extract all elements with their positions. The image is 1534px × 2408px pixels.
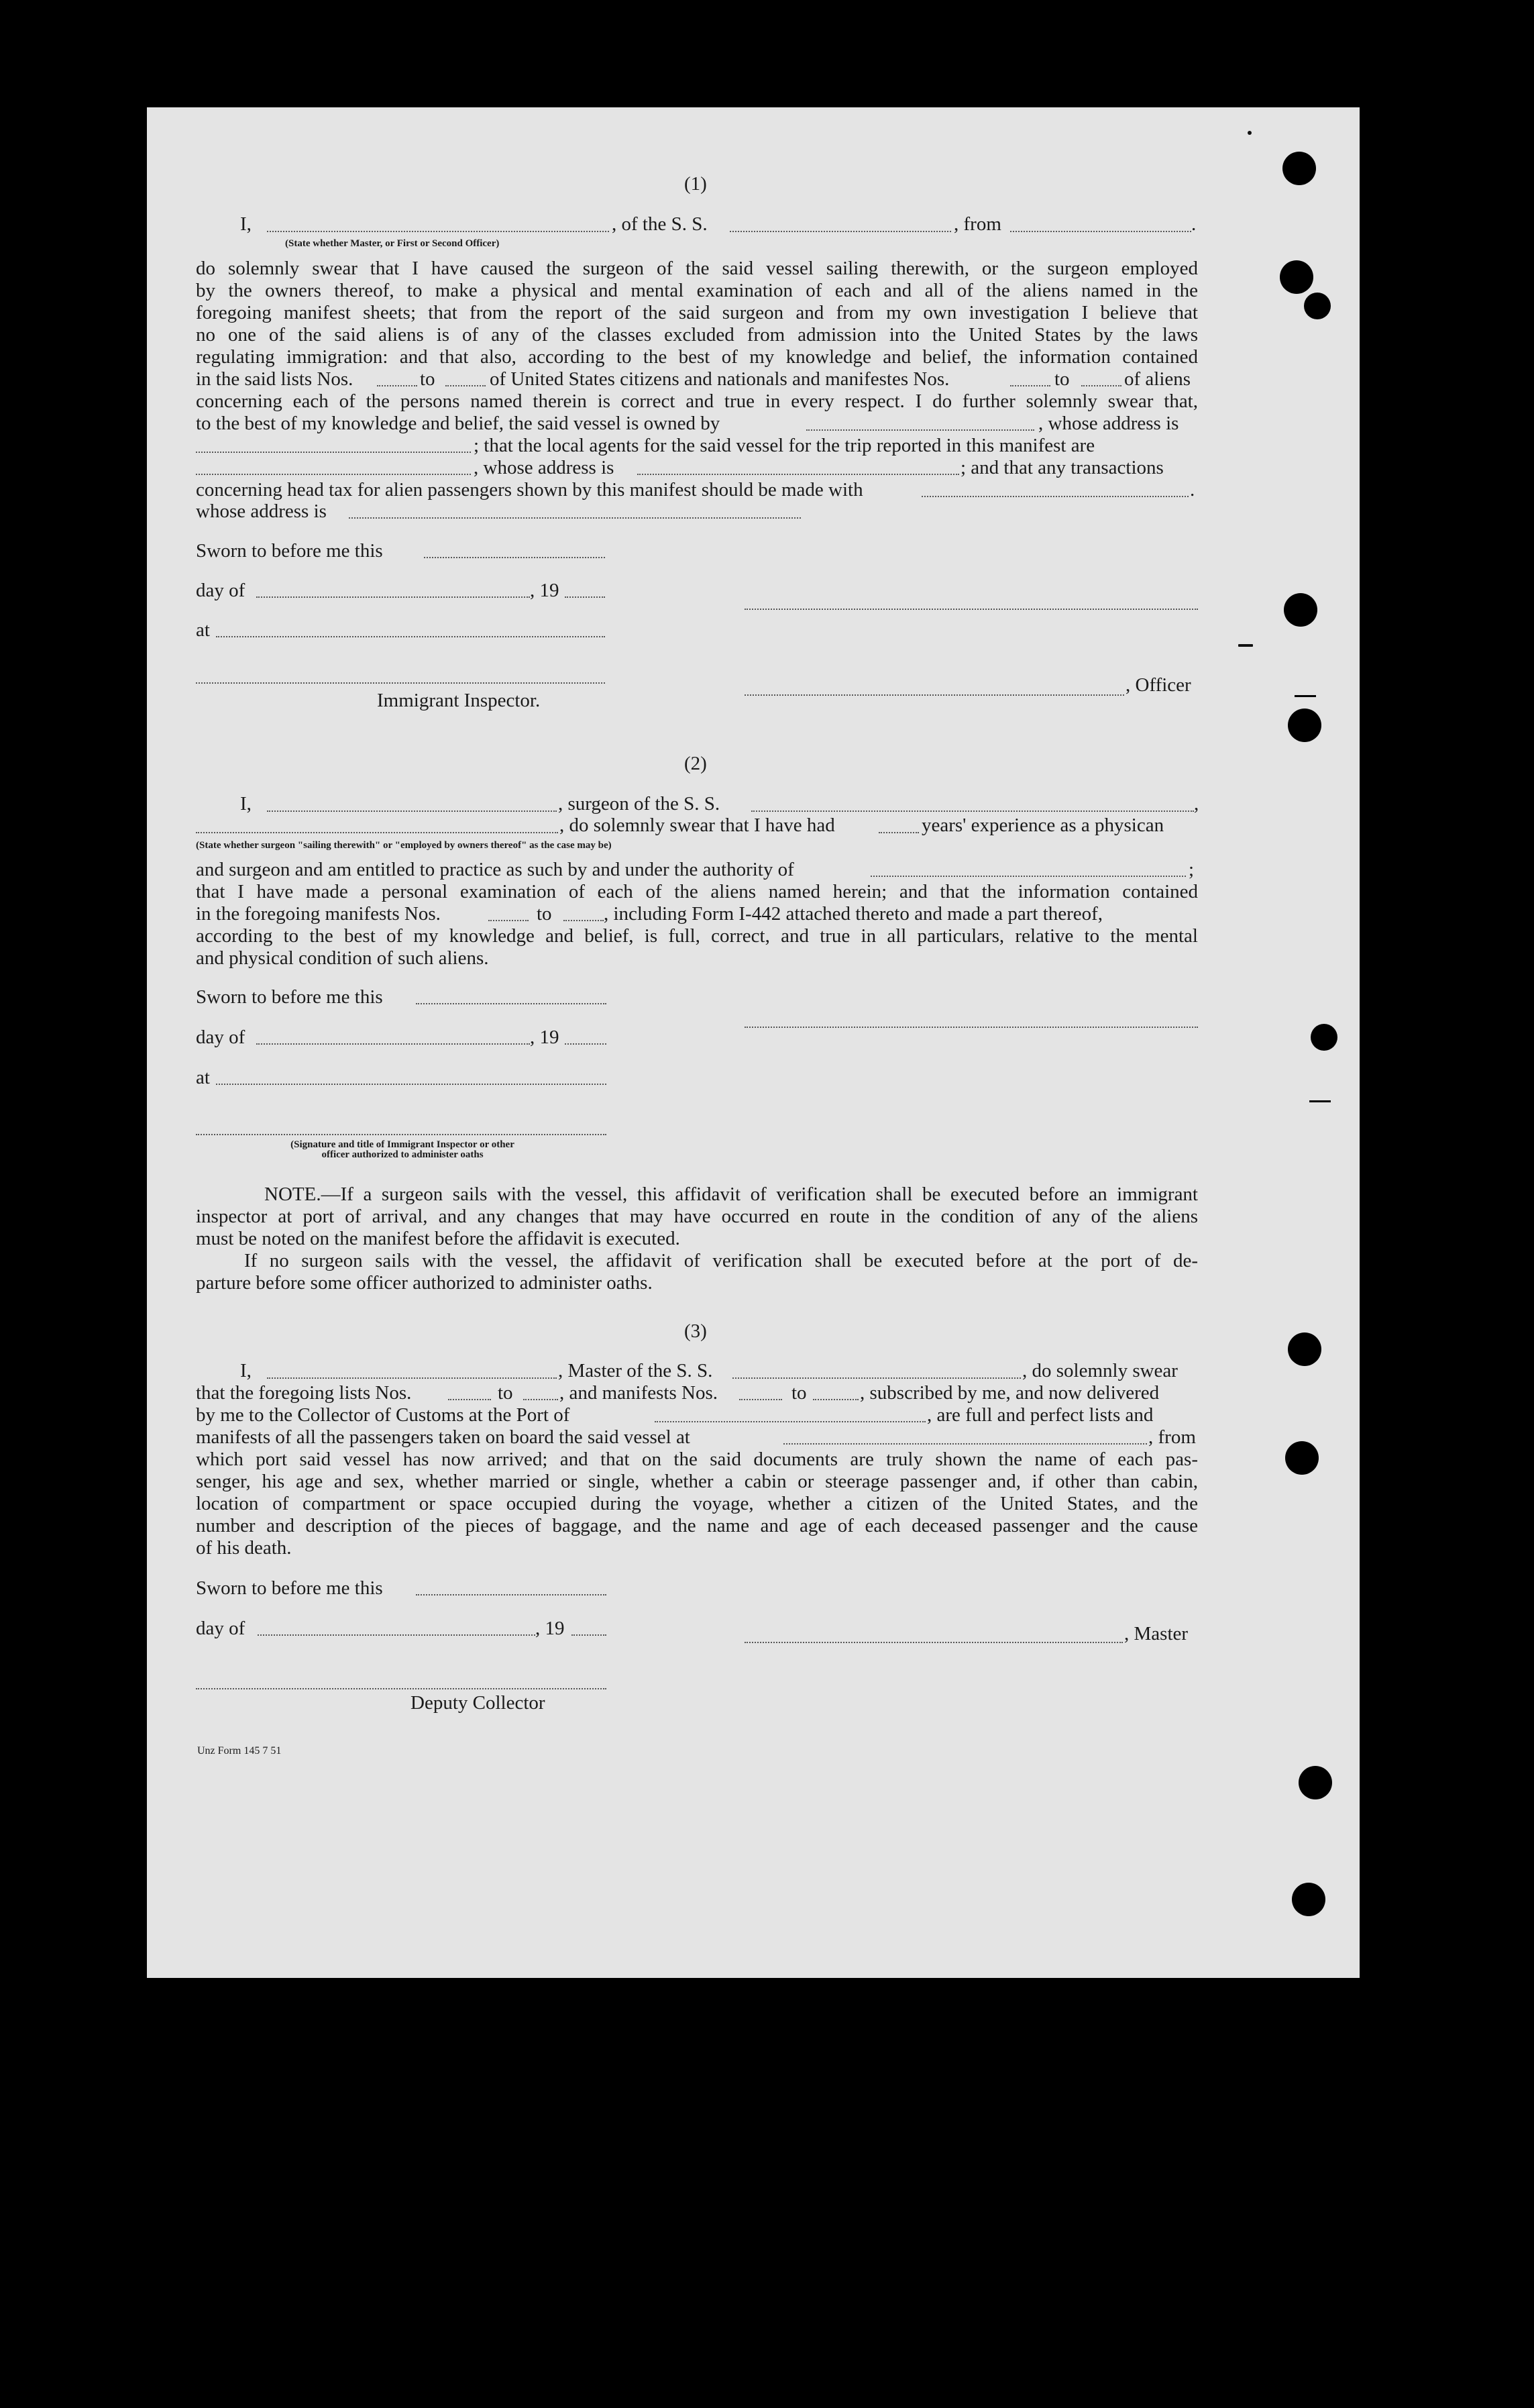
s1-to-2: to: [1054, 368, 1070, 390]
s2-semicolon: ;: [1189, 859, 1195, 880]
s2-sworn-blank[interactable]: [416, 1003, 606, 1004]
note-line: must be noted on the manifest before the affidavit is executed.: [196, 1228, 680, 1249]
s2-manifests-to-blank[interactable]: [563, 920, 604, 921]
punch-hole: [1280, 260, 1313, 294]
s1-agents-blank[interactable]: [196, 474, 471, 475]
s3-from: , from: [1148, 1426, 1196, 1448]
s1-period: .: [1191, 213, 1197, 235]
s1-owned-by: to the best of my knowledge and belief, the said vessel is owned by: [196, 413, 720, 434]
s2-surgeon-of: , surgeon of the S. S.: [558, 793, 720, 815]
s1-lists-from-blank[interactable]: [377, 385, 417, 386]
s2-year-blank[interactable]: [565, 1043, 606, 1045]
s1-local-agents: ; that the local agents for the said vessel for the trip reported in this manifest are: [474, 435, 1095, 456]
punch-hole: [1311, 1024, 1337, 1051]
s3-i: I,: [240, 1360, 252, 1381]
punch-hole: [1292, 1883, 1325, 1916]
s3-lists-from-blank[interactable]: [448, 1399, 491, 1400]
s1-transactions: ; and that any transactions: [961, 457, 1164, 478]
s3-lists-nos: that the foregoing lists Nos.: [196, 1382, 412, 1404]
s1-year-blank[interactable]: [565, 596, 605, 598]
s2-note-para: [196, 1184, 1198, 1250]
s1-body-line: regulating immigration: and that also, according to the best of my knowledge and belief, the information contained: [196, 346, 1198, 368]
s2-year: , 19: [530, 1027, 559, 1048]
s3-sworn-blank[interactable]: [416, 1594, 606, 1595]
s1-at-blank[interactable]: [216, 636, 605, 637]
s1-body: [196, 258, 1198, 368]
s1-body-line: by the owners thereof, to make a physical and mental examination of each and all of the aliens named in the: [196, 280, 1198, 301]
s2-official-signature-line[interactable]: [196, 1134, 606, 1135]
margin-mark: [1238, 644, 1253, 647]
s3-body-line: senger, his age and sex, whether married or single, whether a cabin or steerage passenger and, if other than cabin,: [196, 1471, 1198, 1492]
s3-full-lists: , are full and perfect lists and: [927, 1404, 1154, 1426]
s3-body-line: which port said vessel has now arrived; and that on the said documents are truly shown the name of each pas-: [196, 1449, 1198, 1470]
s1-body-line: no one of the said aliens is of any of the classes excluded from admission into the United States by the laws: [196, 324, 1198, 346]
s1-of-aliens: of aliens: [1124, 368, 1191, 390]
s3-day-of: day of: [196, 1618, 245, 1639]
s2-vessel-blank[interactable]: [751, 810, 1194, 812]
s1-name-blank[interactable]: [267, 231, 609, 232]
s2-body-line: according to the best of my knowledge and belief, is full, correct, and true in all particulars, relative to the mental: [196, 925, 1198, 947]
s3-day-blank[interactable]: [258, 1634, 535, 1636]
s1-immigrant-inspector: Immigrant Inspector.: [377, 690, 541, 711]
s3-lists-to-blank[interactable]: [523, 1399, 558, 1400]
s1-body-line: do solemnly swear that I have caused the surgeon of the said vessel sailing therewith, or the surgeon employed: [196, 258, 1198, 279]
s2-i: I,: [240, 793, 252, 815]
s3-body-line: location of compartment or space occupied during the voyage, whether a citizen of the United States, and the: [196, 1493, 1198, 1514]
s3-master-of: , Master of the S. S.: [558, 1360, 713, 1381]
s3-deputy-collector: Deputy Collector: [410, 1692, 545, 1714]
margin-mark: [1248, 131, 1252, 135]
form-number: Unz Form 145 7 51: [197, 1745, 282, 1757]
s3-board-blank[interactable]: [783, 1443, 1147, 1445]
s3-to-1: to: [498, 1382, 513, 1404]
s3-subscribed: , subscribed by me, and now delivered: [860, 1382, 1160, 1404]
s1-owner-blank[interactable]: [806, 429, 1034, 431]
s2-authority: and surgeon and am entitled to practice as such by and under the authority of: [196, 859, 794, 880]
s1-officer-line[interactable]: [745, 694, 1124, 696]
section-3-number: (3): [684, 1320, 707, 1342]
s1-citizens: of United States citizens and nationals and manifestes Nos.: [490, 368, 950, 390]
s1-of-ss: , of the S. S.: [612, 213, 708, 235]
s1-agents-address: , whose address is: [474, 457, 614, 478]
s1-from: , from: [954, 213, 1001, 235]
s1-headtax-period: .: [1190, 479, 1195, 501]
s2-comma: ,: [1194, 793, 1199, 815]
s1-owner-address-blank[interactable]: [196, 452, 471, 453]
s2-sig-note-1: (Signature and title of Immigrant Inspector or other: [290, 1139, 514, 1150]
s1-body-line: foregoing manifest sheets; that from the report of the said surgeon and from my own investigation I believe that: [196, 302, 1198, 323]
s2-authority-blank[interactable]: [871, 876, 1186, 877]
punch-hole: [1285, 1441, 1319, 1475]
s3-year-blank[interactable]: [571, 1634, 606, 1636]
s3-port: by me to the Collector of Customs at the Port of: [196, 1404, 570, 1426]
s1-i: I,: [240, 213, 252, 235]
section-2-number: (2): [684, 753, 707, 774]
s2-manifests-nos: in the foregoing manifests Nos.: [196, 903, 441, 925]
margin-dash: [1309, 1100, 1331, 1102]
s1-manifests-to-blank[interactable]: [1081, 385, 1121, 386]
punch-hole: [1282, 152, 1316, 185]
note-line: inspector at port of arrival, and any changes that may have occurred en route in the condition of any of the aliens: [196, 1206, 1198, 1227]
s1-sworn-blank[interactable]: [424, 557, 605, 558]
s3-sworn: Sworn to before me this: [196, 1577, 383, 1599]
s2-swear: , do solemnly swear that I have had: [559, 815, 835, 836]
s2-sig-note-2: officer authorized to administer oaths: [321, 1149, 484, 1160]
s2-body-line: that I have made a personal examination of each of the aliens named herein; and that the information contained: [196, 881, 1198, 902]
s2-body-line: and physical condition of such aliens.: [196, 947, 489, 969]
s1-note: (State whether Master, or First or Second Officer): [285, 238, 500, 249]
s2-signature-line[interactable]: [745, 1027, 1198, 1028]
s1-signature-line[interactable]: [745, 609, 1198, 610]
s2-body2: [196, 925, 1198, 970]
punch-hole: [1304, 293, 1331, 319]
note-line: parture before some officer authorized to administer oaths.: [196, 1272, 653, 1294]
s1-from-blank[interactable]: [1010, 231, 1191, 232]
s1-body2: [196, 390, 1198, 413]
s1-lists-to-blank[interactable]: [445, 385, 486, 386]
s3-port-blank[interactable]: [655, 1421, 926, 1422]
s3-body: [196, 1449, 1198, 1559]
s2-manifests-from-blank[interactable]: [488, 920, 529, 921]
s2-years-exp: years' experience as a physican: [922, 815, 1164, 836]
s3-body-line: of his death.: [196, 1537, 292, 1559]
s1-body-line: concerning each of the persons named therein is correct and true in every respect. I do further solemnly swear that,: [196, 390, 1198, 412]
s3-collector-line[interactable]: [196, 1688, 606, 1689]
s3-vessel-blank[interactable]: [732, 1377, 1021, 1379]
s2-at-blank[interactable]: [216, 1084, 606, 1085]
s1-headtax-blank[interactable]: [922, 496, 1189, 497]
punch-hole: [1299, 1766, 1332, 1799]
s1-agents-address-blank[interactable]: [637, 474, 959, 475]
s2-body: [196, 881, 1198, 903]
margin-dash: [1295, 695, 1316, 697]
punch-hole: [1288, 1332, 1321, 1366]
s1-officer: , Officer: [1126, 674, 1191, 696]
s3-master: , Master: [1124, 1623, 1189, 1644]
s2-sworn: Sworn to before me this: [196, 986, 383, 1008]
s1-sworn: Sworn to before me this: [196, 540, 383, 562]
s1-headtax-address-blank[interactable]: [349, 517, 801, 519]
punch-hole: [1284, 593, 1317, 627]
s3-manifests-to-blank[interactable]: [813, 1399, 859, 1400]
s3-to-2: to: [791, 1382, 807, 1404]
s1-manifests-from-blank[interactable]: [1010, 385, 1050, 386]
s3-on-board: manifests of all the passengers taken on board the said vessel at: [196, 1426, 690, 1448]
s3-year: , 19: [535, 1618, 565, 1639]
s3-name-blank[interactable]: [267, 1377, 557, 1379]
s2-name-blank[interactable]: [267, 810, 557, 812]
s2-at: at: [196, 1067, 210, 1088]
section-1-number: (1): [684, 173, 707, 195]
punch-hole: [1288, 709, 1321, 742]
s3-manifests-nos: , and manifests Nos.: [559, 1382, 718, 1404]
note-line: NOTE.—If a surgeon sails with the vessel, this affidavit of verification shall be executed before an immigrant: [264, 1184, 1198, 1205]
s2-including: , including Form I-442 attached thereto and made a part thereof,: [604, 903, 1103, 925]
s1-year: , 19: [530, 580, 559, 601]
s3-master-line[interactable]: [745, 1642, 1123, 1643]
s1-inspector-line[interactable]: [196, 682, 605, 684]
s1-day-blank[interactable]: [256, 596, 530, 598]
s1-whose-address-label: whose address is: [196, 501, 327, 522]
s1-vessel-blank[interactable]: [730, 231, 951, 232]
s2-status-blank[interactable]: [196, 832, 558, 833]
s1-day-of: day of: [196, 580, 245, 601]
s1-at: at: [196, 619, 210, 641]
s2-note-para-2: [196, 1250, 1198, 1294]
s2-day-blank[interactable]: [256, 1043, 530, 1045]
s1-to-1: to: [420, 368, 435, 390]
s1-head-tax: concerning head tax for alien passengers shown by this manifest should be made with: [196, 479, 863, 501]
s2-to: to: [537, 903, 552, 925]
s1-whose-address: , whose address is: [1038, 413, 1179, 434]
s2-years-blank[interactable]: [879, 832, 919, 833]
s3-manifests-from-blank[interactable]: [739, 1399, 782, 1400]
s1-lists-nos: in the said lists Nos.: [196, 368, 353, 390]
note-line: If no surgeon sails with the vessel, the affidavit of verification shall be executed before at the port of de-: [244, 1250, 1198, 1271]
s2-day-of: day of: [196, 1027, 245, 1048]
s3-solemnly: , do solemnly swear: [1022, 1360, 1178, 1381]
s2-note: (State whether surgeon "sailing therewith" or "employed by owners thereof" as the case may be): [196, 840, 612, 851]
s3-body-line: number and description of the pieces of baggage, and the name and age of each deceased passenger and the cause: [196, 1515, 1198, 1536]
